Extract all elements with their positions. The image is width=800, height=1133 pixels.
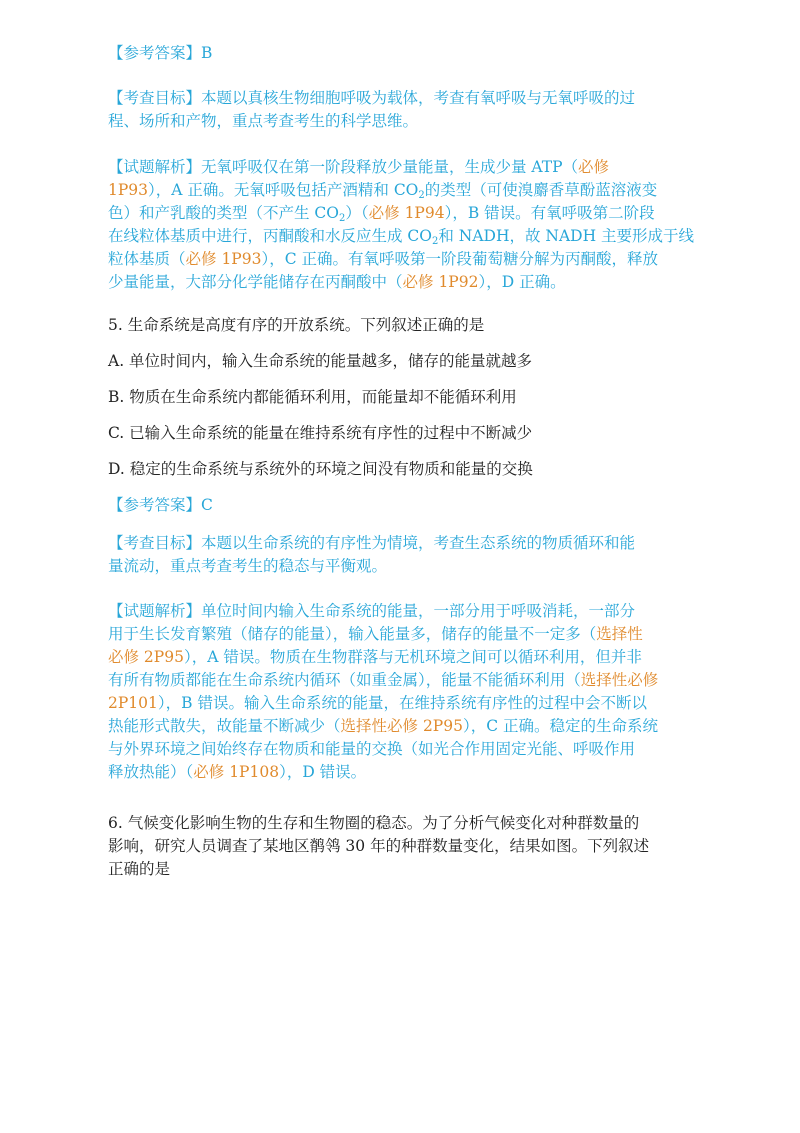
q5-analysis-line-2 — [108, 623, 698, 646]
subscript: 2 — [418, 190, 425, 201]
q4-objective-line-1: 【考查目标】本题以真核生物细胞呼吸为载体，考查有氧呼吸与无氧呼吸的过 — [108, 89, 636, 107]
q5-analysis-line-3 — [108, 646, 698, 669]
q4-analysis-text: 少量能量，大部分化学能储存在丙酮酸中（ — [108, 273, 403, 291]
q5-analysis-line-8 — [108, 761, 698, 784]
q4-analysis-line-2 — [108, 179, 698, 202]
q5-analysis-line-4 — [108, 669, 698, 692]
q5-option-b-text: B. 物质在生命系统内都能循环利用，而能量却不能循环利用 — [108, 388, 517, 406]
q4-analysis-line-4 — [108, 225, 698, 248]
q5-option-d — [108, 458, 698, 481]
q4-answer-line: 【参考答案】B — [108, 44, 213, 62]
q5-analysis-line-6 — [108, 715, 698, 738]
q4-analysis-text: 【试题解析】无氧呼吸仅在第一阶段释放少量能量，生成少量 ATP（ — [108, 158, 579, 176]
q5-option-c — [108, 422, 698, 445]
q4-analysis-text: 色）和产乳酸的类型（不产生 CO — [108, 204, 339, 222]
q5-objective — [108, 532, 698, 578]
q6-stem-line-3: 正确的是 — [108, 860, 171, 878]
q4-analysis-text: ）（ — [345, 204, 369, 222]
q5-option-b — [108, 386, 698, 409]
textbook-reference: 必修 1P92 — [402, 273, 479, 291]
q5-objective-line-2: 量流动，重点考查考生的稳态与平衡观。 — [108, 557, 388, 575]
textbook-reference: 选择性必修 2P95 — [340, 717, 463, 735]
q6-stem-line-2: 影响，研究人员调查了某地区鹡鸰 30 年的种群数量变化，结果如图。下列叙述 — [108, 837, 650, 855]
subscript: 2 — [432, 236, 439, 247]
q5-stem-line: 5. 生命系统是高度有序的开放系统。下列叙述正确的是 — [108, 316, 485, 334]
q4-analysis-text: 粒体基质（ — [108, 250, 186, 268]
q5-analysis-text: 用于生长发育繁殖（储存的能量），输入能量多，储存的能量不一定多（ — [108, 625, 597, 643]
q4-analysis-text: 在线粒体基质中进行，丙酮酸和水反应生成 CO — [108, 227, 432, 245]
q5-answer-line: 【参考答案】C — [108, 496, 213, 514]
q4-analysis-text: ），A 正确。无氧呼吸包括产酒精和 CO — [148, 181, 419, 199]
q4-analysis-line-5 — [108, 248, 698, 271]
q4-objective-line-2: 程、场所和产物，重点考查考生的科学思维。 — [108, 112, 419, 130]
q5-option-c-text: C. 已输入生命系统的能量在维持系统有序性的过程中不断减少 — [108, 424, 533, 442]
q4-analysis-line-1 — [108, 156, 698, 179]
textbook-reference: 必修 1P94 — [368, 204, 445, 222]
q5-analysis-text: ），C 正确。稳定的生命系统 — [462, 717, 659, 735]
subscript: 2 — [339, 213, 346, 224]
textbook-reference: 选择性必修 — [580, 671, 659, 689]
q5-objective-line-1: 【考查目标】本题以生命系统的有序性为情境，考查生态系统的物质循环和能 — [108, 534, 636, 552]
q5-analysis-text: ），A 错误。物质在生物群落与无机环境之间可以循环利用，但并非 — [183, 648, 642, 666]
textbook-reference: 必修 — [578, 158, 610, 176]
q4-analysis-text: 和 NADH，故 NADH 主要形成于线 — [438, 227, 695, 245]
q5-option-d-text: D. 稳定的生命系统与系统外的环境之间没有物质和能量的交换 — [108, 460, 533, 478]
q4-objective — [108, 87, 698, 133]
q4-analysis-line-6 — [108, 271, 698, 294]
textbook-reference: 必修 1P108 — [193, 763, 280, 781]
q4-answer — [108, 42, 698, 65]
q5-analysis-text: 释放热能）（ — [108, 763, 194, 781]
q4-analysis-text: ），B 错误。有氧呼吸第二阶段 — [444, 204, 655, 222]
q5-answer — [108, 494, 698, 517]
q6-stem-line-1: 6. 气候变化影响生物的生存和生物圈的稳态。为了分析气候变化对种群数量的 — [108, 814, 640, 832]
q5-option-a — [108, 350, 698, 373]
textbook-reference: 1P93 — [108, 181, 149, 199]
q5-analysis-text: 有所有物质都能在生命系统内循环（如重金属），能量不能循环利用（ — [108, 671, 581, 689]
q4-analysis-text: ），D 正确。 — [478, 273, 566, 291]
textbook-reference: 必修 2P95 — [108, 648, 184, 666]
textbook-reference: 选择性 — [596, 625, 643, 643]
q6-stem — [108, 812, 698, 881]
q5-analysis-text: 热能形式散失，故能量不断减少（ — [108, 717, 341, 735]
q5-stem — [108, 314, 698, 337]
textbook-reference: 2P101 — [108, 694, 158, 712]
q4-analysis-text: 的类型（可使溴麝香草酚蓝溶液变 — [424, 181, 658, 199]
q5-analysis-line-5 — [108, 692, 698, 715]
q5-analysis — [108, 600, 698, 784]
q5-analysis-text: ），D 错误。 — [279, 763, 367, 781]
q5-analysis-line-7: 与外界环境之间始终存在物质和能量的交换（如光合作用固定光能、呼吸作用 — [108, 740, 636, 758]
q5-option-a-text: A. 单位时间内，输入生命系统的能量越多，储存的能量就越多 — [108, 352, 533, 370]
q5-analysis-text: ），B 错误。输入生命系统的能量，在维持系统有序性的过程中会不断以 — [157, 694, 647, 712]
textbook-reference: 必修 1P93 — [185, 250, 262, 268]
q5-analysis-line-1: 【试题解析】单位时间内输入生命系统的能量，一部分用于呼吸消耗，一部分 — [108, 602, 636, 620]
q4-analysis-text: ），C 正确。有氧呼吸第一阶段葡萄糖分解为丙酮酸，释放 — [261, 250, 659, 268]
q4-analysis — [108, 156, 698, 294]
q4-analysis-line-3 — [108, 202, 698, 225]
